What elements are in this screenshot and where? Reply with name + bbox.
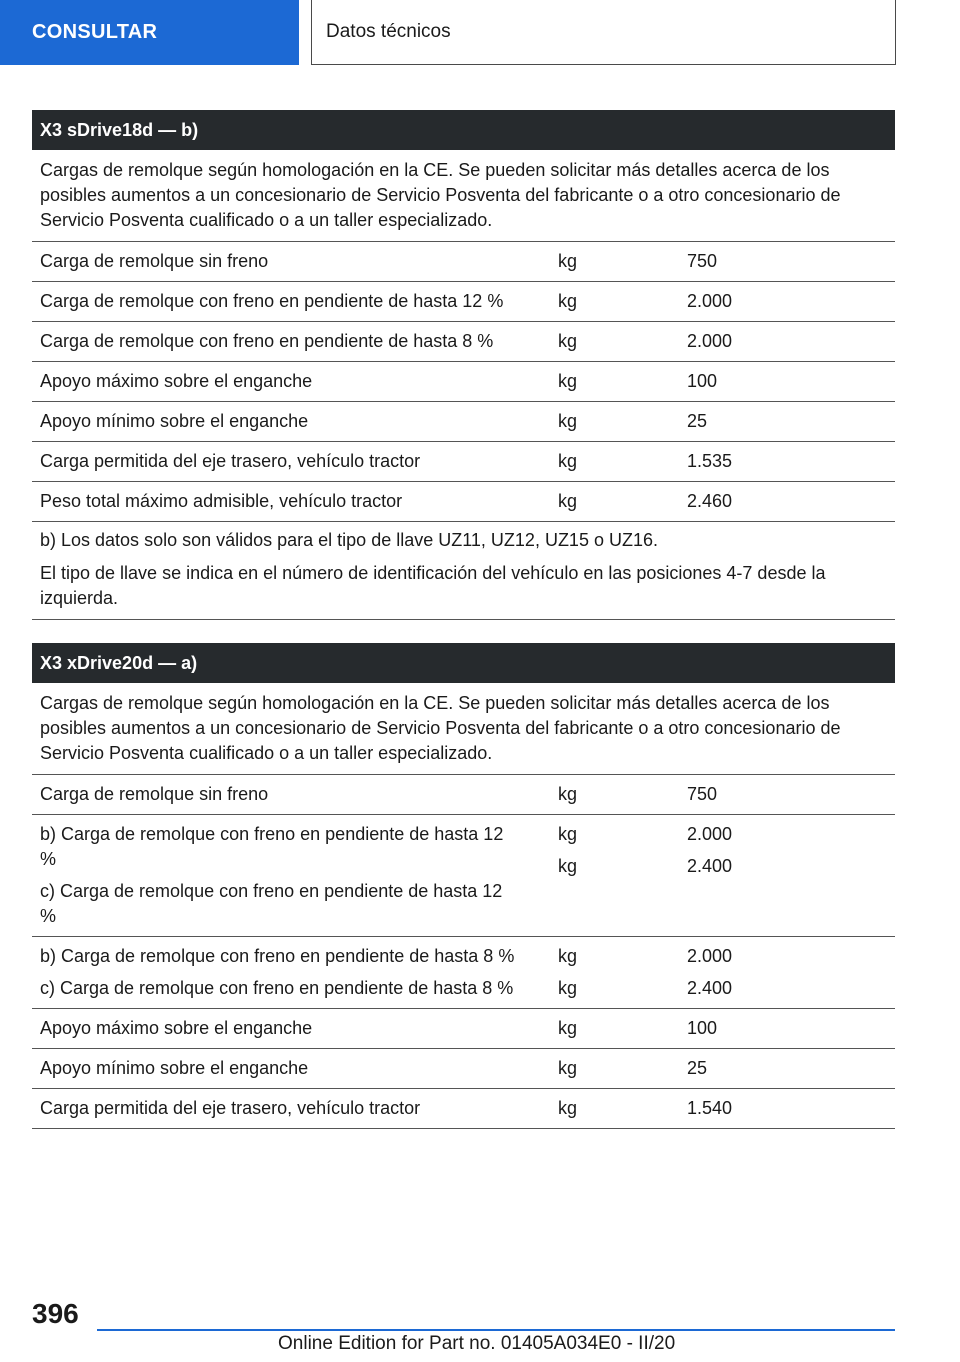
table-row (32, 242, 895, 282)
edition-notice: Online Edition for Part no. 01405A034E0 - II/20 (278, 1333, 676, 1354)
table-row (32, 322, 895, 362)
table-row (32, 402, 895, 442)
row-value: 2.000 (687, 291, 733, 311)
row-value-b: 2.000 (687, 946, 733, 966)
row-label (32, 815, 550, 936)
footnote-key-location: El tipo de llave se indica en el número de identificación del vehículo en las posiciones 4-7 desde la izquierda. (40, 563, 826, 608)
row-unit-b: kg (558, 946, 578, 966)
row-value-c: 2.400 (687, 856, 733, 876)
footnote (32, 522, 895, 620)
table-row (32, 1089, 895, 1129)
row-label-b: b) Carga de remolque con freno en pendiente de hasta 8 % (40, 946, 515, 966)
row-unit-c: kg (558, 856, 578, 876)
row-unit-c: kg (558, 978, 578, 998)
row-unit: kg (558, 331, 578, 351)
chapter-title: Datos técnicos (311, 0, 896, 65)
row-unit: kg (558, 1098, 578, 1118)
row-label: Apoyo mínimo sobre el enganche (40, 1058, 309, 1078)
footnote-key-types: b) Los datos solo son válidos para el tipo de llave UZ11, UZ12, UZ15 o UZ16. (40, 530, 658, 550)
row-label-c: c) Carga de remolque con freno en pendiente de hasta 12 % (40, 881, 503, 926)
table-row (32, 362, 895, 402)
row-value: 1.540 (687, 1098, 733, 1118)
row-value-b: 2.000 (687, 824, 733, 844)
row-label-c: c) Carga de remolque con freno en pendiente de hasta 8 % (40, 978, 514, 998)
row-value: 25 (687, 1058, 708, 1078)
section-intro: Cargas de remolque según homologación en la CE. Se pueden solicitar más detalles acerca de los posibles aumentos a un concesionario de Servicio Posventa del fabricante o a otro concesionario de Servicio Posventa cualificado o a un taller especializado. (32, 683, 895, 775)
section-heading: X3 sDrive18d — b) (32, 110, 895, 150)
row-label (32, 937, 550, 1008)
row-unit-b: kg (558, 824, 578, 844)
row-label: Peso total máximo admisible, vehículo tractor (40, 491, 403, 511)
row-value: 2.460 (687, 491, 733, 511)
table-row (32, 1049, 895, 1089)
row-value: 100 (687, 371, 718, 391)
row-unit: kg (558, 451, 578, 471)
row-unit (550, 815, 679, 936)
row-label: Apoyo mínimo sobre el enganche (40, 411, 309, 431)
row-value: 25 (687, 411, 708, 431)
table-row (32, 937, 895, 1009)
row-label: Apoyo máximo sobre el enganche (40, 1018, 313, 1038)
row-label: Carga permitida del eje trasero, vehículo tractor (40, 451, 421, 471)
row-value: 100 (687, 1018, 718, 1038)
row-unit: kg (558, 291, 578, 311)
table-row (32, 442, 895, 482)
row-label: Carga de remolque con freno en pendiente de hasta 12 % (40, 291, 504, 311)
section-heading: X3 xDrive20d — a) (32, 643, 895, 683)
table-row (32, 282, 895, 322)
page-number: 396 (32, 1298, 79, 1329)
row-unit: kg (558, 411, 578, 431)
row-label: Apoyo máximo sobre el enganche (40, 371, 313, 391)
row-unit: kg (558, 1058, 578, 1078)
table-row (32, 482, 895, 522)
footer-divider (97, 1329, 895, 1331)
row-value (679, 815, 895, 936)
row-label: Carga de remolque con freno en pendiente de hasta 8 % (40, 331, 494, 351)
row-value: 2.000 (687, 331, 733, 351)
row-value: 1.535 (687, 451, 733, 471)
row-unit: kg (558, 251, 578, 271)
section-tab-consultar[interactable]: CONSULTAR (0, 0, 299, 65)
section-xdrive20d (32, 643, 895, 1129)
row-label: Carga permitida del eje trasero, vehículo tractor (40, 1098, 421, 1118)
row-value-c: 2.400 (687, 978, 733, 998)
row-label: Carga de remolque sin freno (40, 251, 269, 271)
table-row (32, 775, 895, 815)
table-row (32, 815, 895, 937)
row-unit: kg (558, 491, 578, 511)
row-label-b: b) Carga de remolque con freno en pendiente de hasta 12 % (40, 824, 504, 869)
row-unit: kg (558, 371, 578, 391)
table-row (32, 1009, 895, 1049)
row-unit: kg (558, 1018, 578, 1038)
row-value: 750 (687, 784, 718, 804)
section-sdrive18d (32, 110, 895, 620)
row-label: Carga de remolque sin freno (40, 784, 269, 804)
row-unit: kg (558, 784, 578, 804)
row-value: 750 (687, 251, 718, 271)
row-unit (550, 937, 679, 1008)
section-intro: Cargas de remolque según homologación en la CE. Se pueden solicitar más detalles acerca de los posibles aumentos a un concesionario de Servicio Posventa del fabricante o a otro concesionario de Servicio Posventa cualificado o a un taller especializado. (32, 150, 895, 242)
row-value (679, 937, 895, 1008)
